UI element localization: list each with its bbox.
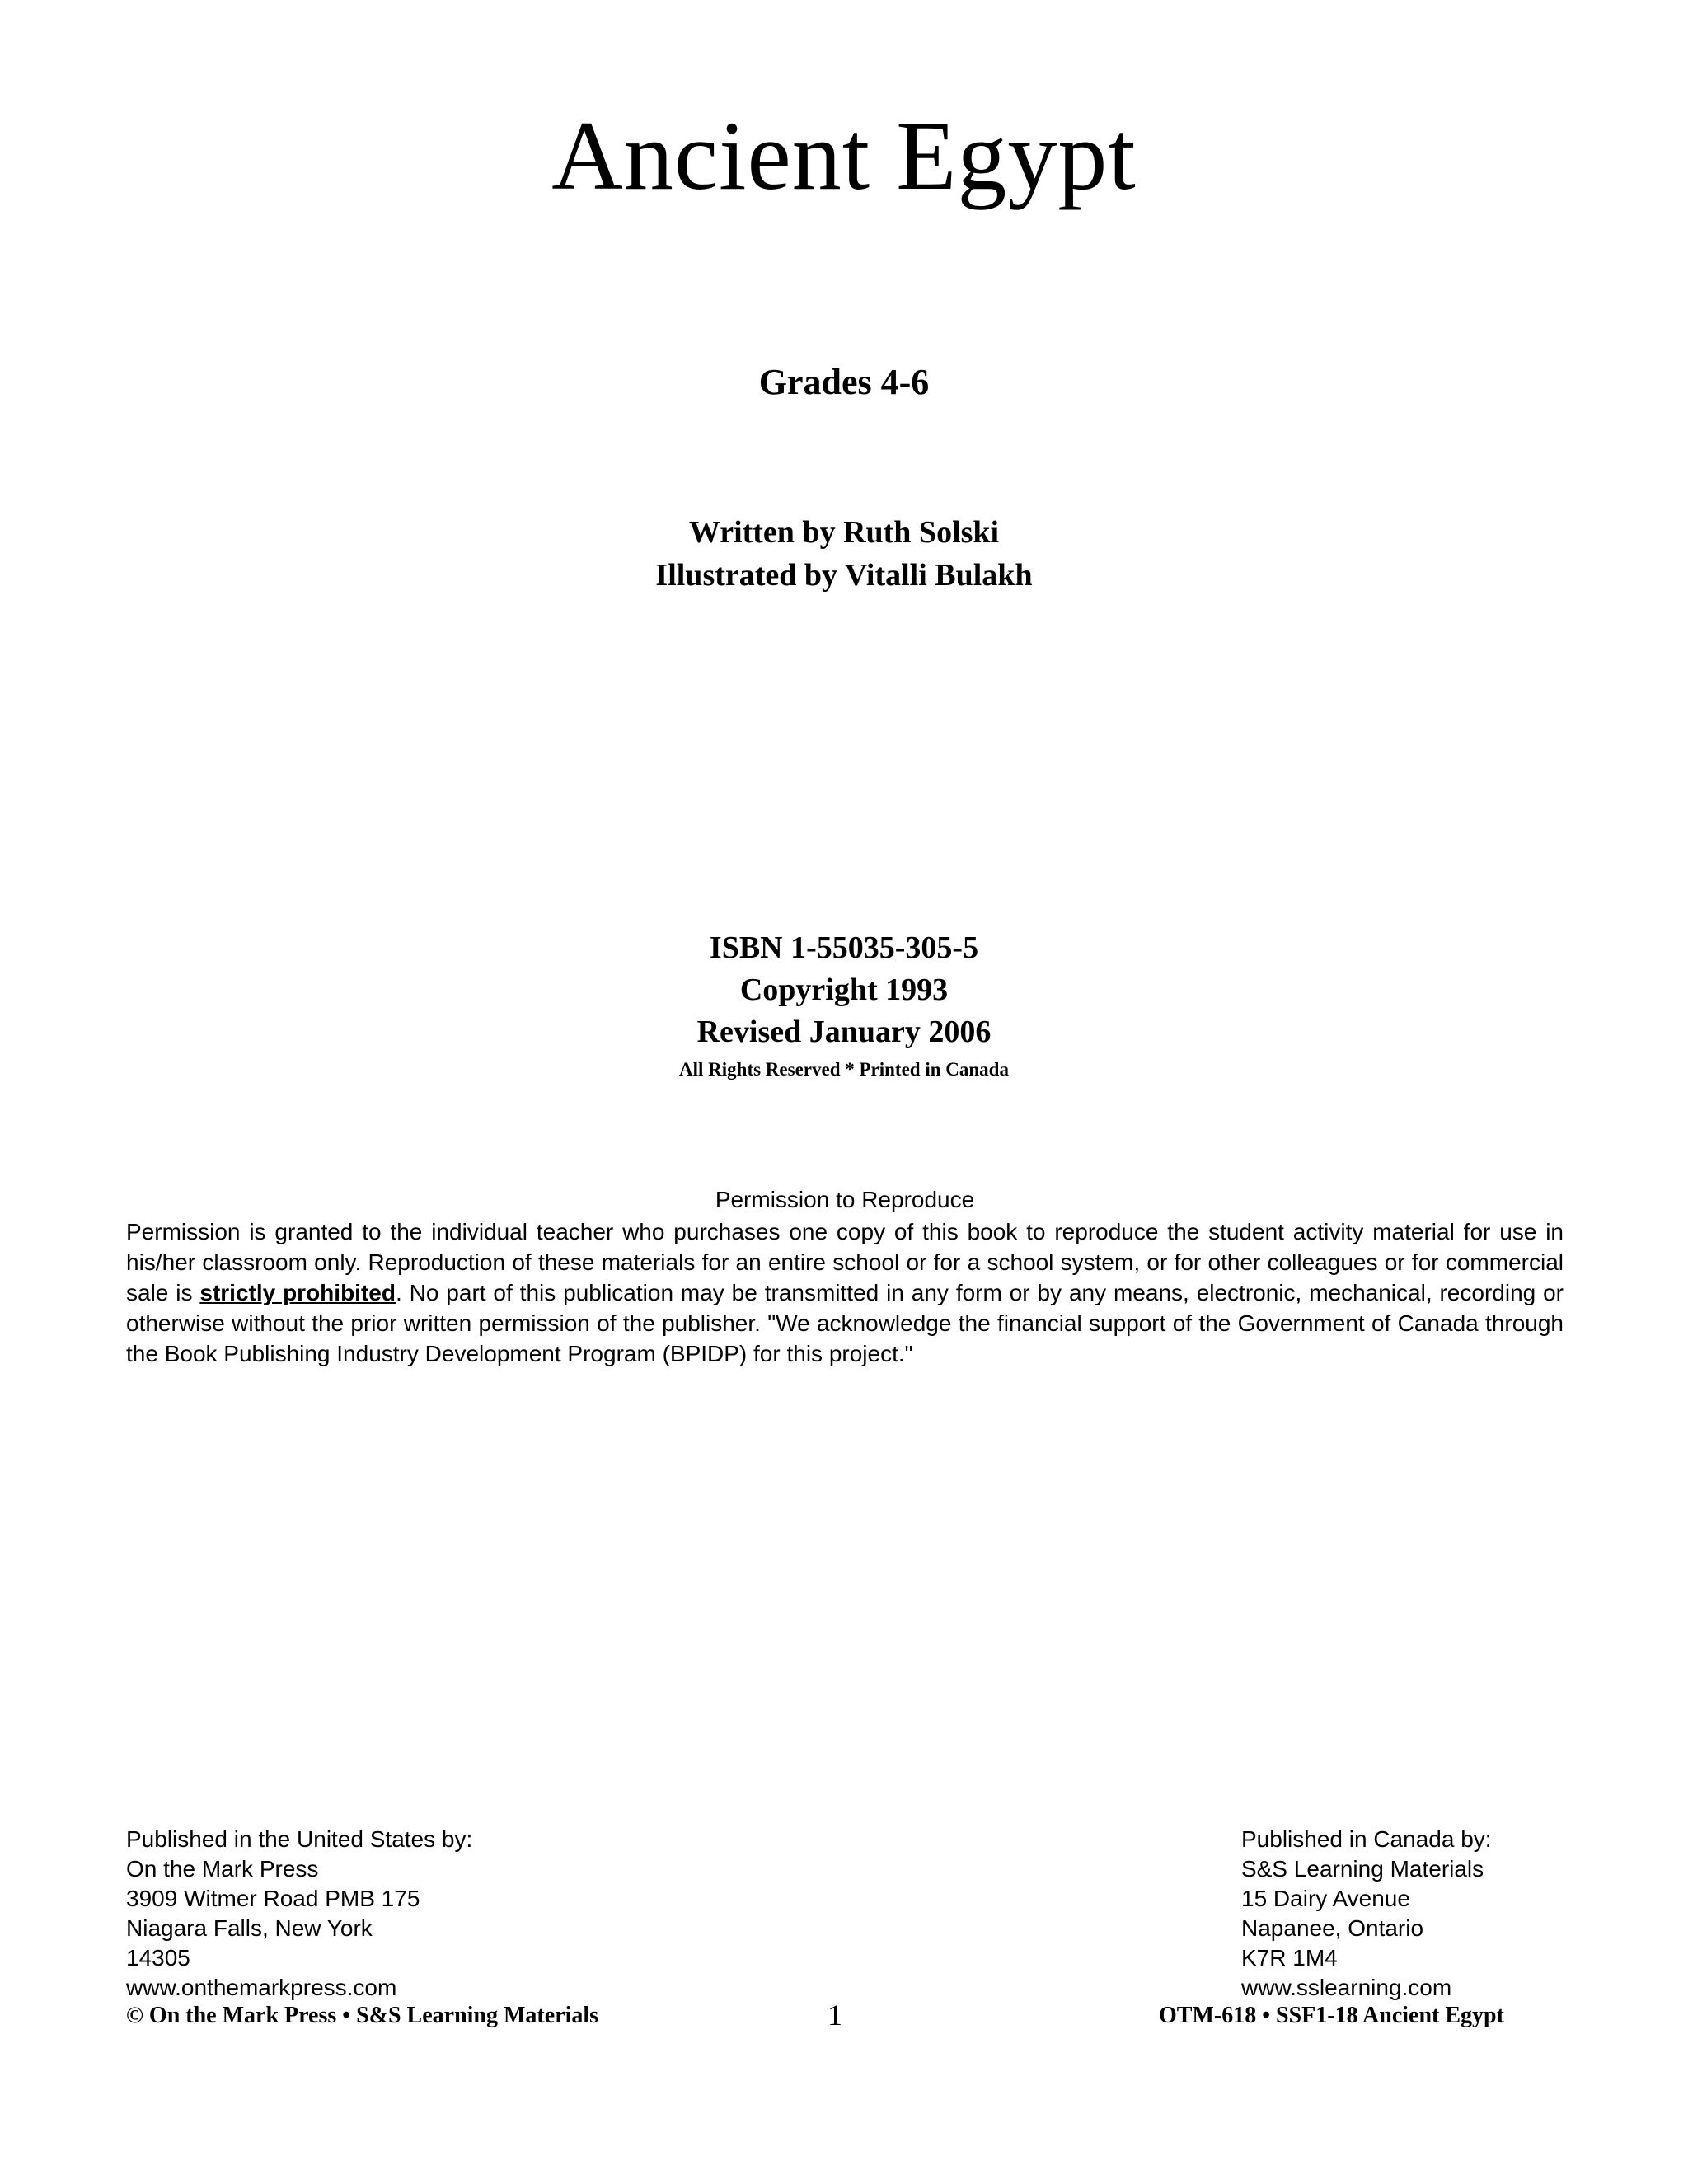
publisher-us-website: www.onthemarkpress.com xyxy=(126,1975,397,2000)
publisher-us-city: Niagara Falls, New York xyxy=(126,1915,373,1941)
permission-text xyxy=(126,1216,1564,1369)
grade-level: Grades 4-6 xyxy=(758,362,930,402)
author-line: Written by Ruth Solski xyxy=(688,515,1000,550)
publication-info xyxy=(0,927,1688,1086)
illustrator-line: Illustrated by Vitalli Bulakh xyxy=(655,558,1033,593)
publisher-ca-city: Napanee, Ontario xyxy=(1241,1915,1424,1941)
credits-block xyxy=(0,511,1688,597)
publisher-ca-address xyxy=(1241,1825,1492,2003)
publisher-us-heading: Published in the United States by: xyxy=(126,1826,473,1852)
permission-text-end: . No part of this publication may be transmitted in any form or by any means, electronic, mechanical, recording or otherwise without the prior written permission of the publisher. "We acknowledge the financial support of the Government of Canada through the Book Publishing Industry Development Program (BPIDP) for this project." xyxy=(126,1280,1564,1366)
publisher-ca-street: 15 Dairy Avenue xyxy=(1241,1886,1410,1911)
permission-text-start: Permission is granted to the individual teacher who purchases one copy of this book to reproduce the student activity material for use in his/her classroom only. Reproduction of these materials for an entire school or for a school system, or for other colleagues or for commercial sale is xyxy=(126,1219,1564,1305)
footer-copyright: © On the Mark Press • S&S Learning Materials xyxy=(126,2003,599,2028)
footer-catalog-code: OTM-618 • SSF1-18 Ancient Egypt xyxy=(1159,2003,1504,2028)
page-number: 1 xyxy=(828,1999,842,2032)
publisher-ca-heading: Published in Canada by: xyxy=(1241,1826,1492,1852)
permission-section xyxy=(126,1183,1564,1369)
publisher-us-name: On the Mark Press xyxy=(126,1856,319,1882)
publisher-us-zip: 14305 xyxy=(126,1945,190,1971)
permission-emphasis: strictly prohibited xyxy=(199,1280,396,1305)
copyright: Copyright 1993 xyxy=(739,972,949,1007)
rights-notice: All Rights Reserved * Printed in Canada xyxy=(679,1059,1009,1080)
publisher-us-address xyxy=(126,1825,472,2003)
revision-date: Revised January 2006 xyxy=(696,1015,992,1049)
book-title: Ancient Egypt xyxy=(551,101,1137,210)
publisher-ca-name: S&S Learning Materials xyxy=(1241,1856,1484,1882)
publisher-ca-website: www.sslearning.com xyxy=(1241,1975,1452,2000)
isbn: ISBN 1-55035-305-5 xyxy=(709,930,979,965)
publisher-us-street: 3909 Witmer Road PMB 175 xyxy=(126,1886,420,1911)
permission-title: Permission to Reproduce xyxy=(715,1187,975,1212)
publisher-ca-postal: K7R 1M4 xyxy=(1241,1945,1338,1971)
